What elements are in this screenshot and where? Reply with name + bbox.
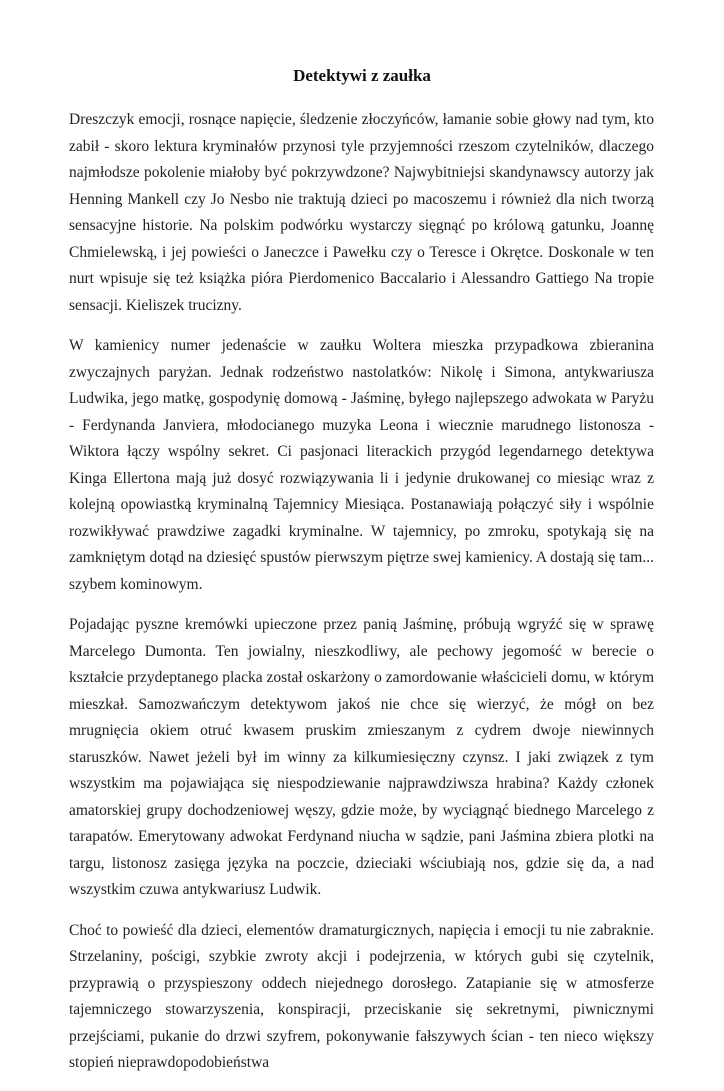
paragraph-2: W kamienicy numer jedenaście w zaułku Woltera mieszka przypadkowa zbieranina zwyczajnych paryżan. Jednak rodzeństwo nastolatków: Nikolę i Simona, antykwariusza Ludwika, jego matkę, gospodynię domową - Jaśminę, byłego najlepszego adwokata w Paryżu - Ferdynanda Janviera, młodocianego muzyka Leona i wiecznie marudnego listonosza - Wiktora łączy wspólny sekret. Ci pasjonaci literackich przygód legendarnego detektywa Kinga Ellertona mają już dosyć rozwiązywania li i jedynie drukowanej co miesiąc wraz z kolejną opowiastką kryminalną Tajemnicy Miesiąca. Postanawiają połączyć siły i wspólnie rozwikływać prawdziwe zagadki kryminalne. W tajemnicy, po zmroku, spotykają się na zamkniętym dotąd na dziesięć spustów pierwszym piętrze swej kamienicy. A dostają się tam... szybem kominowym. (69, 337, 654, 593)
paragraph-4: Choć to powieść dla dzieci, elementów dramaturgicznych, napięcia i emocji tu nie zabraknie. Strzelaniny, pościgi, szybkie zwroty akcji i podejrzenia, w których gubi się czytelnik, przyprawią o przyspieszony oddech niejednego dorosłego. Zatapianie się w atmosferze tajemniczego stowarzyszenia, konspiracji, przeciskanie się sekretnymi, piwnicznymi przejściami, pukanie do drzwi szyfrem, pokonywanie fałszywych ścian - ten nieco większy stopień nieprawdopodobieństwa (69, 921, 654, 1071)
page-title: Detektywi z zaułka (293, 66, 431, 85)
paragraph-3: Pojadając pyszne kremówki upieczone przez panią Jaśminę, próbują wgryźć się w sprawę Marcelego Dumonta. Ten jowialny, nieszkodliwy, ale pechowy jegomość w berecie o kształcie przydeptanego placka został oskarżony o zamordowanie właścicieli domu, w którym mieszkał. Samozwańczym detektywom jakoś nie chce się wierzyć, że mógł on bez mrugnięcia okiem otruć kwasem pruskim zmieszanym z cydrem dwoje niewinnych staruszków. Nawet jeżeli był im winny za kilkumiesięczny czynsz. I jaki związek z tym wszystkim ma pojawiająca się niespodziewanie najprawdziwsza hrabina? Każdy członek amatorskiej grupy dochodzeniowej węszy, gdzie może, by wyciągnąć biednego Marcelego z tarapatów. Emerytowany adwokat Ferdynand niucha w sądzie, pani Jaśmina zbiera plotki na targu, listonosz zasięga języka na poczcie, dzieciaki wściubiają nos, gdzie się da, a nad wszystkim czuwa antykwariusz Ludwik. (69, 616, 654, 898)
article-body (69, 107, 654, 1091)
paragraph-1: Dreszczyk emocji, rosnące napięcie, śledzenie złoczyńców, łamanie sobie głowy nad tym, kto zabił - skoro lektura kryminałów przynosi tyle przyjemności rzeszom czytelników, dlaczego najmłodsze pokolenie miałoby być pokrzywdzone? Najwybitniejsi skandynawscy autorzy jak Henning Mankell czy Jo Nesbo nie traktują dzieci po macoszemu i również dla nich tworzą sensacyjne historie. Na polskim podwórku wystarczy sięgnąć po królową gatunku, Joannę Chmielewską, i jej powieści o Janeczce i Pawełku czy o Teresce i Okrętce. Doskonale w ten nurt wpisuje się też książka pióra Pierdomenico Baccalario i Alessandro Gattiego Na tropie sensacji. Kieliszek trucizny. (69, 111, 654, 314)
